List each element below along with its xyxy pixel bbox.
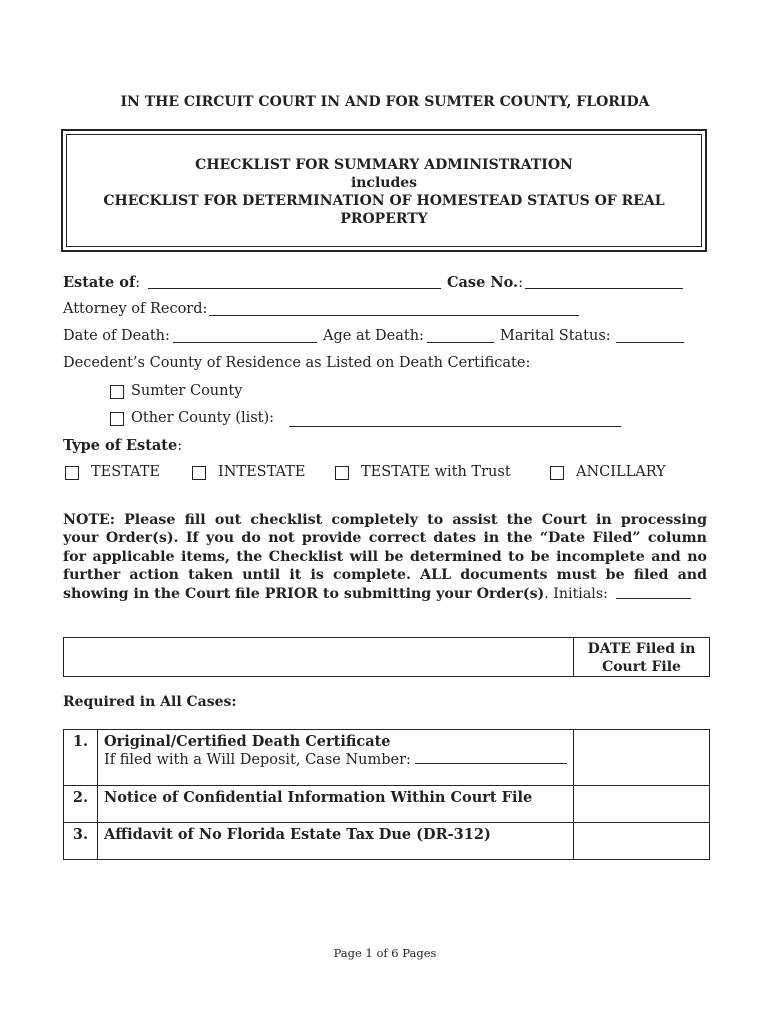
note-paragraph: [63, 511, 707, 603]
testate-with-trust-checkbox[interactable]: [335, 466, 349, 480]
age-at-death-label: Age at Death:: [323, 328, 424, 344]
item-title: Notice of Confidential Information Within Court File: [98, 786, 574, 823]
other-county-field[interactable]: [289, 426, 621, 427]
testate-label: TESTATE: [91, 464, 161, 480]
marital-status-label: Marital Status:: [500, 328, 611, 344]
county-question: Decedent’s County of Residence as Listed on Death Certificate:: [63, 355, 531, 371]
document-title: [66, 156, 702, 228]
note-line-1: NOTE: Please fill out checklist completely to assist the Court in processing: [63, 512, 707, 528]
court-heading: IN THE CIRCUIT COURT IN AND FOR SUMTER COUNTY, FLORIDA: [120, 94, 650, 110]
table-row: [64, 730, 710, 786]
item-number: 1.: [64, 730, 98, 786]
item-title: Affidavit of No Florida Estate Tax Due (DR-312): [98, 823, 574, 860]
table-row: [64, 823, 710, 860]
initials-label: . Initials:: [544, 585, 608, 602]
note-line-5-bold: showing in the Court file PRIOR to submitting your Order(s): [63, 585, 545, 602]
date-filed-header: DATE Filed in Court File: [574, 638, 710, 677]
testate-with-trust-label: TESTATE with Trust: [361, 464, 511, 480]
other-county-label: Other County (list):: [131, 410, 275, 426]
item-date-filed-cell[interactable]: [574, 730, 710, 786]
title-line-2: includes: [350, 175, 418, 191]
estate-of-label: Estate of:: [63, 274, 141, 291]
page-footer: Page 1 of 6 Pages: [333, 946, 437, 960]
estate-of-field[interactable]: [148, 288, 441, 289]
will-deposit-case-number-field[interactable]: [415, 751, 567, 764]
case-no-label: Case No.:: [447, 274, 523, 291]
attorney-label: Attorney of Record:: [63, 301, 208, 317]
item-number: 2.: [64, 786, 98, 823]
header-blank-cell: [64, 638, 574, 677]
table-row: [64, 786, 710, 823]
intestate-label: INTESTATE: [218, 464, 306, 480]
title-line-1: CHECKLIST FOR SUMMARY ADMINISTRATION: [195, 157, 573, 173]
type-of-estate-label: Type of Estate:: [63, 437, 183, 454]
note-line-2: your Order(s). If you do not provide correct dates in the “Date Filed” column: [63, 530, 707, 547]
item-date-filed-cell[interactable]: [574, 823, 710, 860]
other-county-checkbox[interactable]: [110, 412, 124, 426]
marital-status-field[interactable]: [616, 342, 684, 343]
item-title: Original/Certified Death Certificate: [104, 733, 391, 750]
note-line-3: for applicable items, the Checklist will be determined to be incomplete and no: [63, 548, 707, 565]
initials-field[interactable]: [616, 598, 691, 599]
intestate-checkbox[interactable]: [192, 466, 206, 480]
checklist-header-table: [63, 637, 710, 677]
note-line-5: [63, 585, 707, 603]
ancillary-label: ANCILLARY: [576, 464, 666, 480]
sumter-county-checkbox[interactable]: [110, 385, 124, 399]
case-no-field[interactable]: [525, 288, 683, 289]
item-subtext: If filed with a Will Deposit, Case Number:: [104, 751, 567, 769]
date-of-death-label: Date of Death:: [63, 328, 170, 344]
required-all-cases-label: Required in All Cases:: [63, 694, 237, 710]
item-description: [98, 730, 574, 786]
title-line-3: CHECKLIST FOR DETERMINATION OF HOMESTEAD STATUS OF REAL: [103, 193, 665, 209]
ancillary-checkbox[interactable]: [550, 466, 564, 480]
checklist-items-table: [63, 729, 710, 860]
attorney-field[interactable]: [209, 315, 579, 316]
note-line-4: further action taken until it is complete. ALL documents must be filed and: [63, 567, 707, 584]
age-at-death-field[interactable]: [427, 342, 494, 343]
testate-checkbox[interactable]: [65, 466, 79, 480]
date-of-death-field[interactable]: [173, 342, 317, 343]
item-number: 3.: [64, 823, 98, 860]
title-line-4: PROPERTY: [340, 211, 428, 227]
item-date-filed-cell[interactable]: [574, 786, 710, 823]
sumter-county-label: Sumter County: [131, 383, 243, 399]
